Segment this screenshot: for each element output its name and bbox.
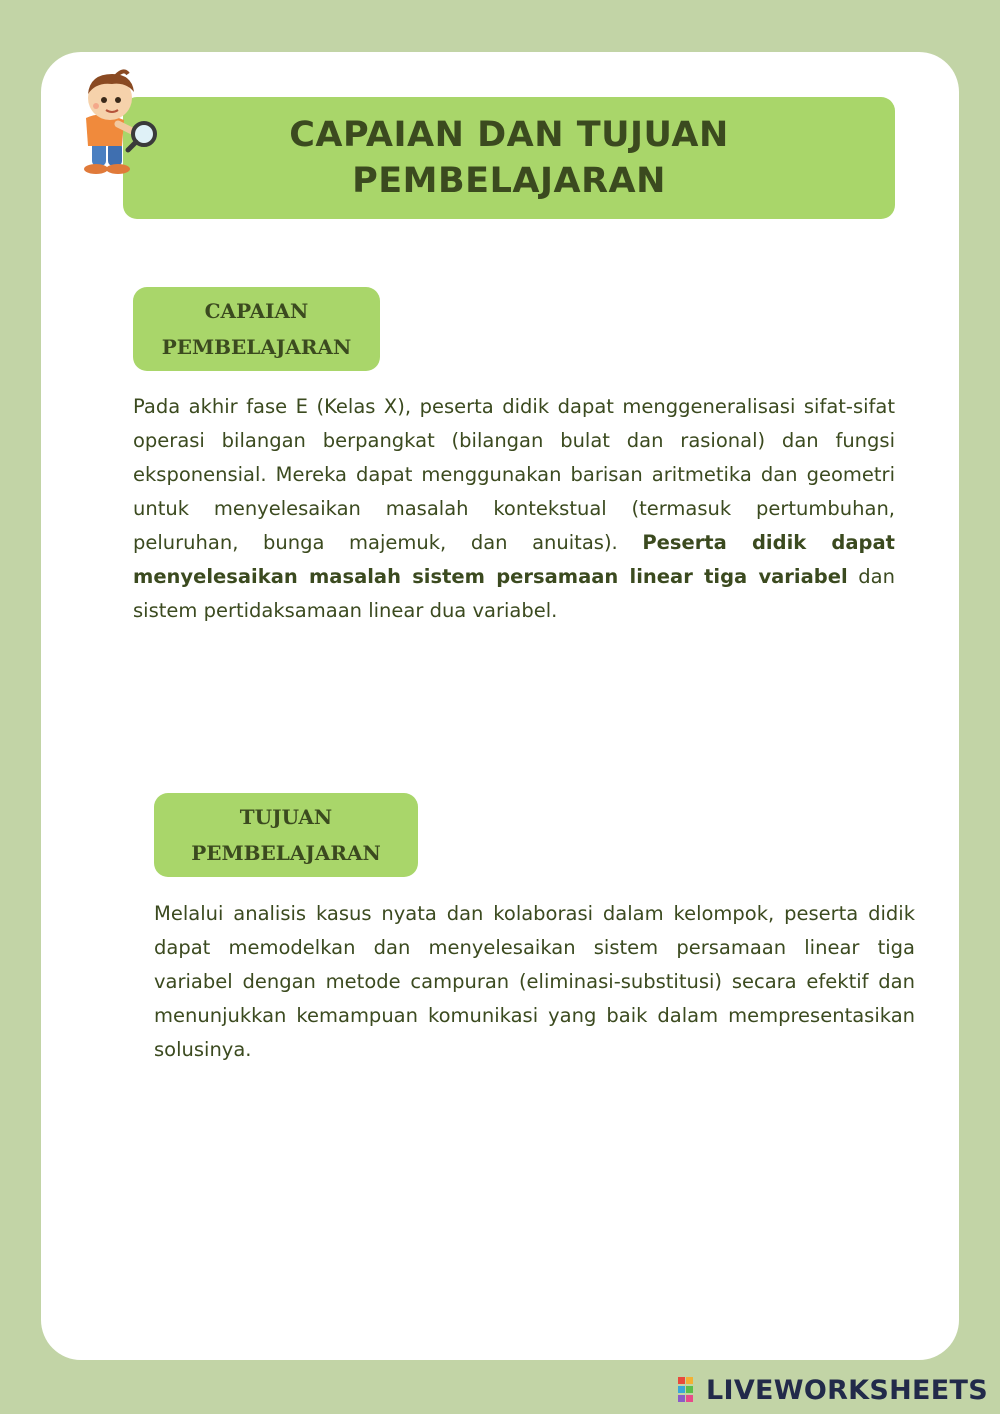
tujuan-label: TUJUAN PEMBELAJARAN	[191, 805, 381, 865]
tujuan-paragraph: Melalui analisis kasus nyata dan kolaborasi dalam kelompok, peserta didik dapat memodelkan dan menyelesaikan sistem persamaan linear tiga variabel dengan metode campuran (eliminasi-substitusi) secara efektif dan menunjukkan kemampuan komunikasi yang baik dalam mempresentasikan solusinya.	[154, 902, 915, 1061]
liveworksheets-logo-icon	[678, 1375, 702, 1405]
capaian-label: CAPAIAN PEMBELAJARAN	[161, 299, 352, 359]
liveworksheets-brand	[678, 1372, 988, 1408]
capaian-text-part2: dan sistem pertidaksamaan linear dua variabel.	[133, 565, 895, 622]
brand-name: LIVEWORKSHEETS	[705, 1374, 988, 1406]
worksheet-card	[41, 52, 959, 1360]
capaian-paragraph	[133, 390, 895, 628]
capaian-text-part1: Pada akhir fase E (Kelas X), peserta didik dapat menggeneralisasi sifat-sifat operasi bilangan berpangkat (bilangan bulat dan rasional) dan fungsi eksponensial. Mereka dapat menggunakan barisan aritmetika dan geometri untuk menyelesaikan masalah kontekstual (termasuk pertumbuhan, peluruhan, bunga majemuk, dan anuitas).	[133, 395, 895, 554]
capaian-label-box	[133, 287, 380, 371]
capaian-text-bold: Peserta didik dapat menyelesaikan masalah sistem persamaan linear tiga variabel	[133, 531, 895, 588]
boy-with-magnifying-glass-icon	[72, 68, 164, 178]
tujuan-label-box	[154, 793, 418, 877]
page-title: CAPAIAN DAN TUJUAN PEMBELAJARAN	[289, 115, 729, 201]
title-banner	[123, 97, 895, 219]
